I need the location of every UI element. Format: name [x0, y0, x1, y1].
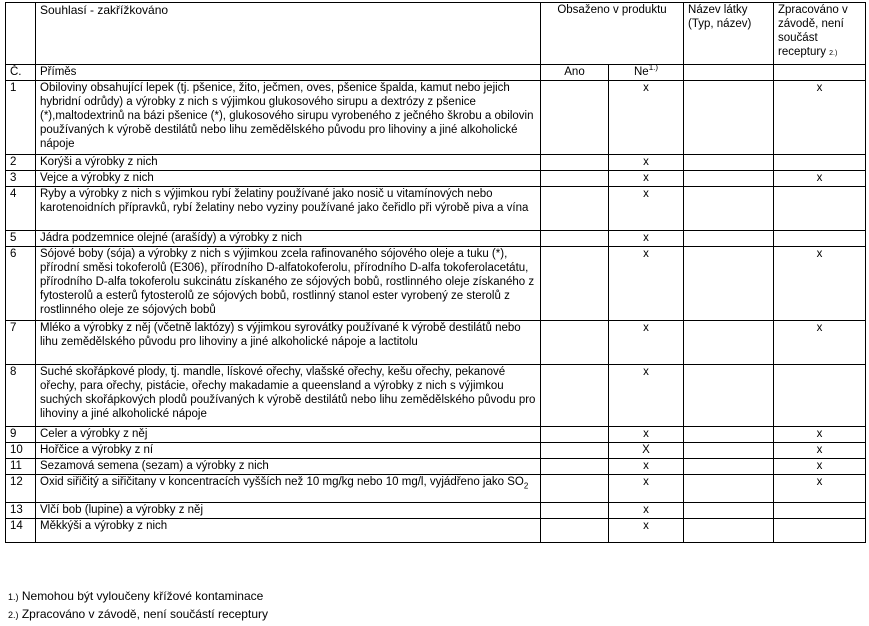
row-processed-mark-text: x: [816, 428, 823, 440]
row-no-mark-text: x: [643, 322, 649, 334]
row-processed-mark-text: x: [816, 248, 823, 260]
row-no-mark: [609, 427, 684, 443]
footnotes: [8, 588, 268, 624]
processed-header-text: Zpracováno v závodě, není součást receptury: [778, 4, 848, 58]
row-admixture: [36, 475, 541, 503]
row-admixture: [36, 427, 541, 443]
row-admixture-text: Oxid siřičitý a siřičitany v koncentracích vyšších než 10 mg/kg nebo 10 mg/l, vyjádřeno jako SO: [40, 476, 524, 488]
row-admixture-text: Vlčí bob (lupine) a výrobky z něj: [40, 504, 203, 516]
row-number-text: 8: [10, 366, 17, 378]
row-processed-mark: [774, 231, 866, 247]
table-row: [6, 247, 866, 321]
footnote-1: [8, 588, 268, 606]
allergen-rows: [6, 81, 866, 543]
row-yes-mark: [541, 155, 609, 171]
row-number-text: 13: [10, 504, 23, 516]
row-no-mark: [609, 321, 684, 365]
row-number: [6, 231, 36, 247]
row-no-mark-text: x: [643, 232, 649, 244]
row-number-text: 11: [10, 460, 22, 472]
row-admixture: [36, 365, 541, 427]
row-number: [6, 247, 36, 321]
footnote-1-text: Nemohou být vyloučeny křížové kontaminace: [18, 589, 264, 603]
footnote-2-text: Zpracováno v závodě, není součástí receptury: [18, 607, 268, 621]
row-no-mark-text: x: [643, 504, 649, 516]
row-processed-mark-text: x: [816, 172, 823, 184]
row-no-mark-text: x: [643, 520, 649, 532]
row-substance: [684, 503, 774, 519]
row-admixture: [36, 321, 541, 365]
row-number: [6, 321, 36, 365]
row-processed-mark: [774, 475, 866, 503]
row-no-mark-text: x: [643, 366, 649, 378]
row-substance: [684, 365, 774, 427]
row-no-mark: [609, 459, 684, 475]
row-processed-mark-text: x: [816, 444, 823, 456]
row-no-mark: [609, 443, 684, 459]
footnote-2: [8, 606, 268, 624]
row-yes-mark: [541, 231, 609, 247]
header-row-columns: [6, 65, 866, 81]
row-yes-mark: [541, 503, 609, 519]
row-number-text: 3: [10, 172, 17, 184]
table-row: [6, 187, 866, 231]
row-admixture-text: Korýši a výrobky z nich: [40, 156, 158, 168]
row-yes-mark: [541, 187, 609, 231]
row-number-text: 4: [10, 188, 17, 200]
processed-header: [774, 3, 866, 65]
row-number: [6, 475, 36, 503]
row-admixture: [36, 187, 541, 231]
row-processed-mark: [774, 321, 866, 365]
row-processed-mark: [774, 81, 866, 155]
row-admixture-text: Ryby a výrobky z nich s výjimkou rybí želatiny používané jako nosič u vitamínových nebo karotenoidních přípravků, rybí želatiny nebo vyziny používané jako čeřidlo při výrobě piva a vína: [40, 188, 529, 214]
row-substance: [684, 475, 774, 503]
row-processed-mark-text: x: [816, 460, 823, 472]
row-no-mark: [609, 365, 684, 427]
row-admixture-text: Vejce a výrobky z nich: [40, 172, 154, 184]
row-substance: [684, 231, 774, 247]
row-admixture-text: Hořčice a výrobky z ní: [40, 444, 154, 456]
row-yes-mark: [541, 475, 609, 503]
row-processed-mark: [774, 187, 866, 231]
row-substance: [684, 321, 774, 365]
row-processed-mark: [774, 503, 866, 519]
footnote-1-key: 1.): [8, 592, 19, 602]
row-number: [6, 519, 36, 543]
row-admixture-text: Suché skořápkové plody, tj. mandle, lískové ořechy, vlašské ořechy, kešu ořechy, pekanové ořechy, para ořechy, pistácie, ořechy makadamie a queensland a výrobky z nich s výjimkou suchých skořápkových plodů používaných k výrobě destilátů nebo lihu zemědělského původu pro lihoviny a jiné alkoholické nápoje: [40, 366, 536, 420]
row-processed-mark: [774, 427, 866, 443]
row-no-mark: [609, 81, 684, 155]
col-no-ref: 1.): [648, 64, 659, 73]
row-admixture: [36, 503, 541, 519]
row-number: [6, 81, 36, 155]
row-no-mark-text: x: [643, 188, 649, 200]
table-row: [6, 519, 866, 543]
table-row: [6, 81, 866, 155]
row-yes-mark: [541, 321, 609, 365]
allergen-table: [5, 2, 866, 543]
table-row: [6, 427, 866, 443]
header-row-top: [6, 3, 866, 65]
row-admixture: [36, 81, 541, 155]
row-admixture: [36, 247, 541, 321]
row-number: [6, 503, 36, 519]
row-no-mark-text: x: [643, 460, 649, 472]
row-no-mark: [609, 247, 684, 321]
row-no-mark: [609, 171, 684, 187]
row-substance: [684, 155, 774, 171]
row-admixture: [36, 231, 541, 247]
row-number-text: 1: [10, 82, 17, 94]
col-admixture-header: Příměs: [36, 65, 541, 81]
row-no-mark-text: x: [643, 476, 649, 488]
row-admixture: [36, 171, 541, 187]
table-row: [6, 365, 866, 427]
row-yes-mark: [541, 519, 609, 543]
row-yes-mark: [541, 81, 609, 155]
row-substance: [684, 171, 774, 187]
row-yes-mark: [541, 171, 609, 187]
row-no-mark-text: x: [643, 172, 649, 184]
contained-header: Obsaženo v produktu: [541, 3, 684, 65]
table-row: [6, 459, 866, 475]
row-no-mark: [609, 519, 684, 543]
row-number-text: 9: [10, 428, 17, 440]
row-admixture: [36, 155, 541, 171]
row-number: [6, 155, 36, 171]
row-substance: [684, 247, 774, 321]
row-substance: [684, 81, 774, 155]
row-number-text: 12: [10, 476, 23, 488]
row-number-text: 2: [10, 156, 17, 168]
row-number-text: 5: [10, 232, 17, 244]
table-row: [6, 171, 866, 187]
col-no-header: [609, 65, 684, 81]
row-no-mark: [609, 231, 684, 247]
row-admixture-text: Měkkýši a výrobky z nich: [40, 520, 168, 532]
row-number-text: 7: [10, 322, 17, 334]
row-number-text: 14: [10, 520, 23, 532]
row-yes-mark: [541, 443, 609, 459]
table-row: [6, 155, 866, 171]
row-admixture-text: Sójové boby (sója) a výrobky z nich s výjimkou zcela rafinovaného sójového oleje a tuku (*), přírodní směsi tokoferolů (E306), přírodního D-alfatokoferolu, přírodního D-alfa tokoferolacetátu, přírodního D-alfa tokoferolu sukcinátu získaného ze sójových bobů, rostlinného oleje získaného z fytosterolů a esterů fytosterolů ze sójových bobů, rostlinný stanol ester vyrobený ze sterolů z rostlinného oleje ze sójových bobů: [40, 248, 535, 316]
row-processed-mark: [774, 459, 866, 475]
row-processed-mark: [774, 247, 866, 321]
footnote-2-key: 2.): [8, 610, 19, 620]
row-processed-mark: [774, 155, 866, 171]
row-admixture-text: Jádra podzemnice olejné (arašídy) a výrobky z nich: [40, 232, 303, 244]
table-row: [6, 503, 866, 519]
row-processed-mark-text: x: [816, 476, 823, 488]
row-admixture-text: Mléko a výrobky z něj (včetně laktózy) s výjimkou syrovátky používané k výrobě destilátů nebo lihu zemědělského původu pro lihoviny a jiné alkoholické nápoje a lactitolu: [40, 322, 521, 348]
row-admixture-text: Celer a výrobky z něj: [40, 428, 148, 440]
row-no-mark-text: x: [643, 156, 649, 168]
row-yes-mark: [541, 365, 609, 427]
row-no-mark: [609, 155, 684, 171]
row-number: [6, 443, 36, 459]
table-row: [6, 231, 866, 247]
row-substance: [684, 519, 774, 543]
row-no-mark: [609, 503, 684, 519]
row-processed-mark: [774, 443, 866, 459]
row-substance: [684, 427, 774, 443]
row-number: [6, 171, 36, 187]
row-no-mark-text: x: [643, 248, 649, 260]
row-no-mark-text: x: [643, 428, 649, 440]
row-processed-mark: [774, 365, 866, 427]
row-admixture: [36, 519, 541, 543]
table-row: [6, 443, 866, 459]
row-processed-mark-text: x: [816, 322, 823, 334]
row-admixture: [36, 459, 541, 475]
row-number: [6, 427, 36, 443]
table-row: [6, 321, 866, 365]
row-admixture: [36, 443, 541, 459]
processed-header-ref: 2.): [829, 50, 838, 57]
row-admixture-text: Obiloviny obsahující lepek (tj. pšenice, žito, ječmen, oves, pšenice špalda, kamut nebo jejich hybridní odrůdy) a výrobky z nich s výjimkou glukosového sirupu a dextrózy z pšenice (*),maltodextrinů na bázi pšenice (*), glukosového sirupu vyrobeného z ječného škrobu a obilovin používaných k výrobě destilátů nebo lihu zemědělského původu pro lihoviny a jiné alkoholické nápoje: [40, 82, 534, 150]
row-no-mark-text: x: [643, 82, 649, 94]
row-yes-mark: [541, 459, 609, 475]
col-yes-header: Ano: [541, 65, 609, 81]
row-number-text: 6: [10, 248, 17, 260]
row-substance: [684, 187, 774, 231]
row-no-mark: [609, 187, 684, 231]
row-admixture-text: Sezamová semena (sezam) a výrobky z nich: [40, 460, 269, 472]
row-admixture-subscript: 2: [523, 481, 529, 491]
row-yes-mark: [541, 427, 609, 443]
row-yes-mark: [541, 247, 609, 321]
table-row: [6, 475, 866, 503]
row-no-mark-text: X: [642, 444, 650, 456]
row-substance: [684, 443, 774, 459]
row-number: [6, 459, 36, 475]
col-num-header: Č.: [6, 65, 36, 81]
col-no-label: Ne: [633, 66, 649, 78]
consent-header: Souhlasí - zakřížkováno: [36, 3, 541, 65]
row-number: [6, 187, 36, 231]
row-number-text: 10: [10, 444, 23, 456]
row-processed-mark-text: x: [816, 82, 823, 94]
substance-header: Název látky (Typ, název): [684, 3, 774, 65]
row-processed-mark: [774, 171, 866, 187]
row-processed-mark: [774, 519, 866, 543]
row-substance: [684, 459, 774, 475]
row-number: [6, 365, 36, 427]
row-no-mark: [609, 475, 684, 503]
